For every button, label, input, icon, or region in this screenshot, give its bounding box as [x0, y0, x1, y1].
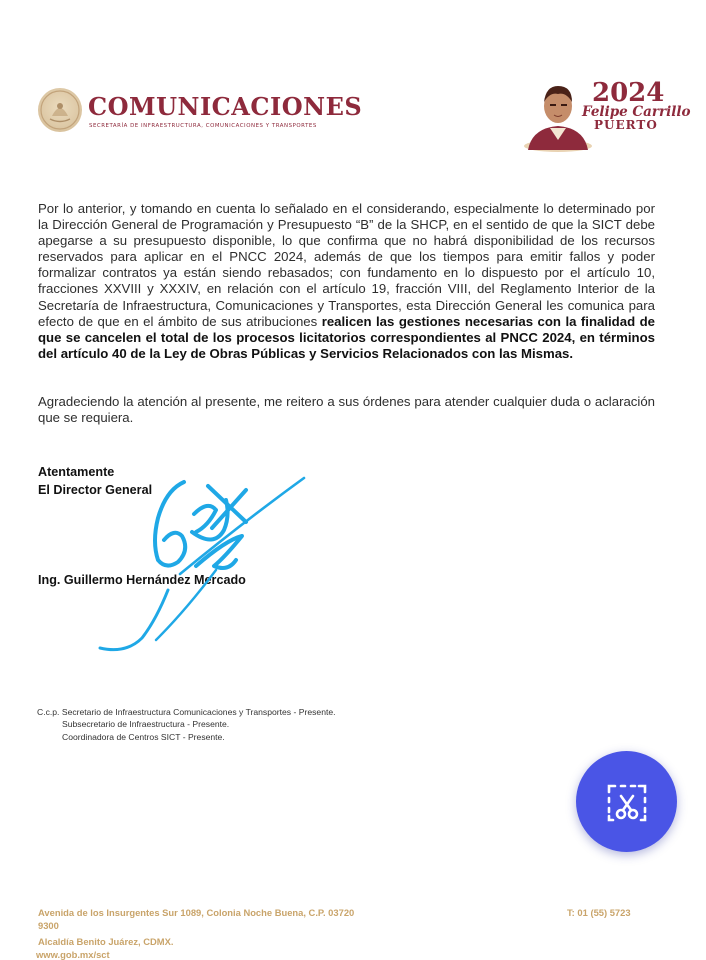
footer-address-line1: Avenida de los Insurgentes Sur 1089, Colonia Noche Buena, C.P. 03720 — [38, 907, 355, 918]
brand-subtitle: SECRETARÍA DE INFRAESTRUCTURA, COMUNICACIONES Y TRANSPORTES — [89, 123, 317, 129]
main-paragraph-normal: Por lo anterior, y tomando en cuenta lo señalado en el considerando, especialmente lo determinado por la Dirección General de Programación y Presupuesto “B” de la SHCP, en el sentido de que la SICT debe apegarse a su presupuesto disponible, lo que confirma que no habrá disponibilidad de los recursos reservados para aplicar en el PNCC 2024, además de que los tiempos para emitir fallos y poder formalizar contratos ya están siendo rebasados; con fundamento en lo dispuesto por el artículo 10, fracciones XXVIII y XXXIV, en relación con el artículo 19, fracción VIII, del Reglamento Interior de la Secretaría de Infraestructura, Comunicaciones y Transportes, esta Dirección General les comunica para efecto de que en el ámbito de sus atribuciones — [38, 201, 655, 329]
screenshot-crop-button[interactable] — [576, 751, 677, 852]
year-logo-number: 2024 — [592, 78, 665, 108]
ccp-line: C.c.p. Secretario de Infraestructura Comunicaciones y Transportes - Presente. — [37, 707, 336, 717]
footer-phone: T: 01 (55) 5723 — [567, 907, 631, 918]
ccp-line: Coordinadora de Centros SICT - Presente. — [62, 731, 225, 742]
main-paragraph — [38, 201, 655, 362]
screenshot-crop-scissors-icon — [603, 778, 651, 826]
signer-title: El Director General — [38, 483, 153, 497]
year-logo-name-line2: PUERTO — [594, 118, 658, 132]
coat-of-arms-seal-icon — [38, 88, 82, 132]
main-paragraph-bold: realicen las gestiones necesarias con la finalidad de que se cancelen el total de los procesos licitatorios correspondientes al PNCC 2024, en términos del artículo 40 de la Ley de Obras Públicas y Servicios Relacionados con las Mismas. — [38, 313, 655, 361]
footer-address-line2: Alcaldía Benito Juárez, CDMX. — [38, 936, 174, 947]
closing-paragraph: Agradeciendo la atención al presente, me reitero a sus órdenes para atender cualquier duda o aclaración que se requiera. — [38, 394, 655, 426]
brand-title: COMUNICACIONES — [88, 92, 363, 121]
signer-name: Ing. Guillermo Hernández Mercado — [38, 573, 246, 587]
ccp-line: Subsecretario de Infraestructura - Presente. — [62, 719, 230, 730]
year-logo-name-line1: Felipe Carrillo — [582, 104, 691, 120]
footer-website: www.gob.mx/sct — [36, 949, 110, 960]
footer-address-line1b: 9300 — [38, 920, 59, 931]
carbon-copy-list — [37, 706, 336, 743]
salutation: Atentamente — [38, 465, 115, 479]
handwritten-signature — [96, 470, 306, 660]
